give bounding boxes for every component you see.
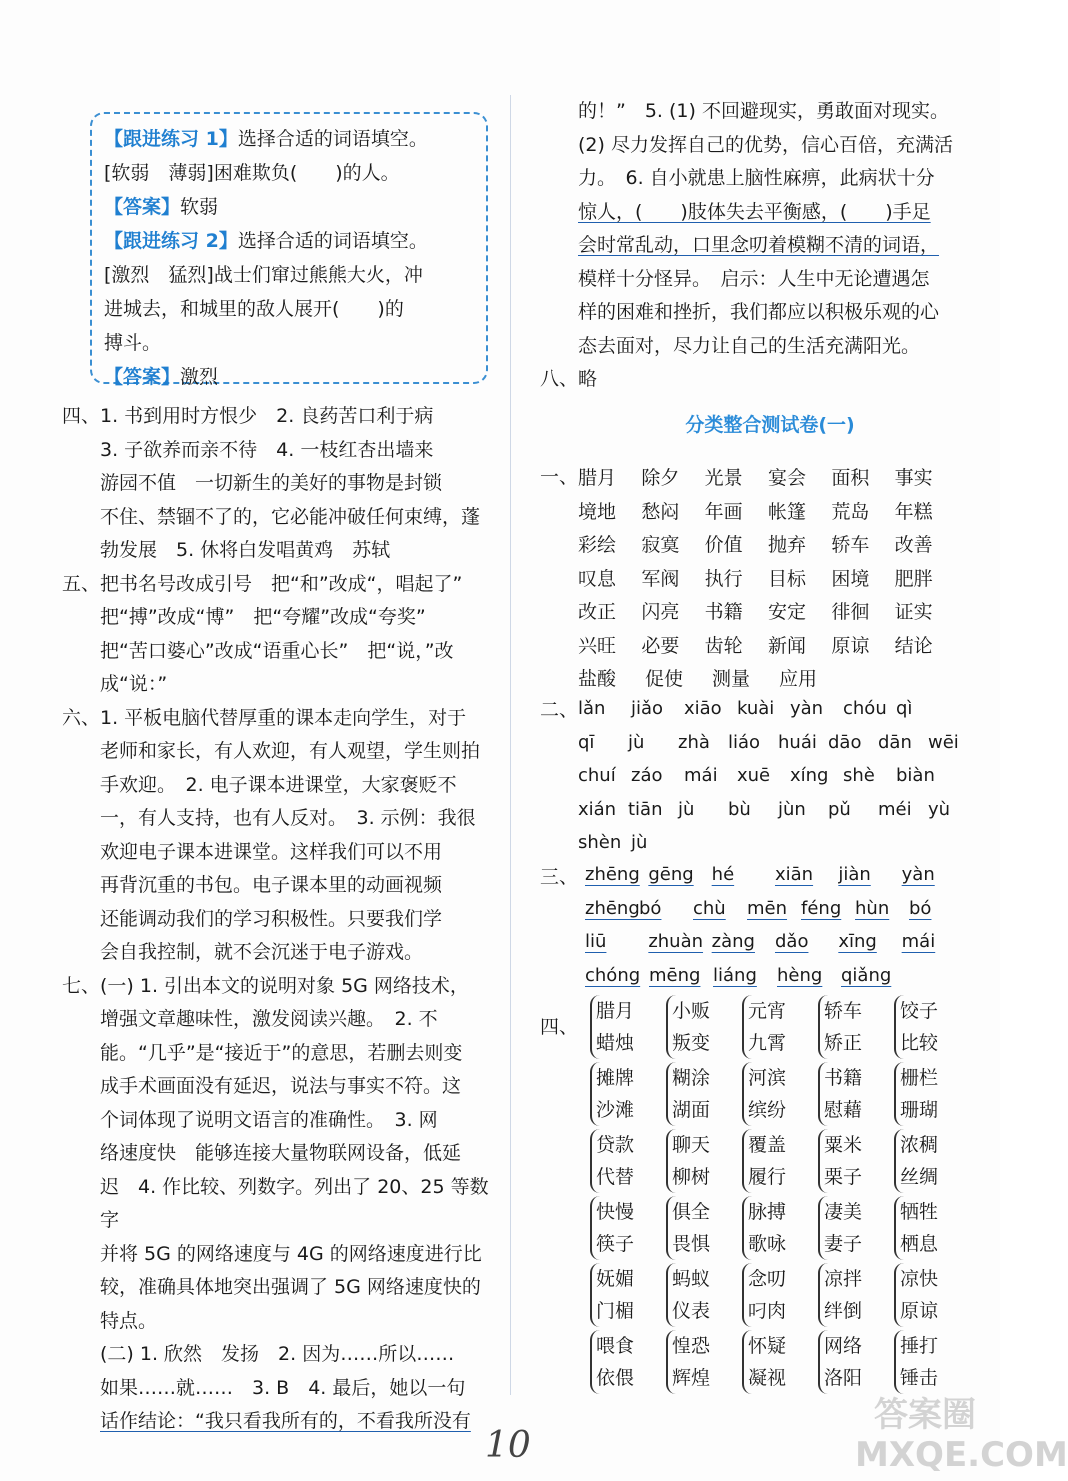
word: 栅栏 — [900, 1067, 939, 1089]
pinyin: jiǎo — [631, 698, 664, 720]
word: 光景 — [704, 467, 743, 490]
word: 贷款 — [596, 1134, 635, 1156]
word: 门楣 — [596, 1300, 635, 1322]
word: 粟米 — [824, 1134, 863, 1156]
word: 妻子 — [824, 1233, 863, 1255]
pair-row — [590, 1062, 970, 1129]
word: 困境 — [831, 567, 870, 590]
pinyin-row — [585, 959, 965, 993]
text-line: 再背沉重的书包。电子课本里的动画视频 — [100, 874, 443, 896]
word-pair — [590, 1263, 666, 1327]
practice-2-line: 搏斗。 — [104, 332, 162, 354]
pinyin: hèng — [777, 964, 823, 986]
pinyin-row — [585, 925, 965, 959]
watermark-logo: 答案圈 MXQE.COM — [855, 1395, 1068, 1475]
pinyin-row — [578, 692, 978, 726]
practice-2-line: 进城去，和城里的敌人展开( )的 — [104, 298, 404, 320]
word: 腊月 — [578, 467, 617, 490]
word-pair — [742, 1330, 818, 1394]
word: 凉快 — [900, 1268, 939, 1290]
word: 境地 — [578, 500, 617, 523]
word: 栗子 — [824, 1166, 863, 1188]
word-pair — [666, 995, 742, 1059]
word-pair — [590, 995, 666, 1059]
section-5 — [62, 568, 502, 702]
word-row — [578, 460, 958, 494]
pinyin-row — [578, 726, 978, 760]
text-line: 不住、禁锢不了的，它必能冲破任何束缚，蓬 — [100, 505, 481, 528]
word-pair — [894, 1330, 970, 1394]
answer-1-tag: 【答案】 — [104, 196, 181, 218]
pair-row — [590, 1129, 970, 1196]
practice-1-text: 选择合适的词语填空。 — [237, 128, 428, 150]
text-line: 七、(一) 1. 引出本文的说明对象 5G 网络技术， — [62, 974, 469, 997]
pinyin: hé — [711, 864, 735, 886]
word: 叛变 — [672, 1032, 711, 1054]
word-pair — [894, 1062, 970, 1126]
word-pair — [818, 995, 894, 1059]
pinyin: jù — [631, 832, 648, 854]
word: 脉搏 — [748, 1201, 787, 1223]
word: 抛弃 — [767, 534, 806, 557]
text-line: 个词体现了说明文语言的准确性。 3. 网 — [100, 1108, 438, 1131]
text-line: 惊人，( )肢体失去平衡感，( )手足 — [578, 200, 931, 223]
pinyin: zhuàn — [648, 931, 704, 953]
word: 蜡烛 — [596, 1032, 635, 1054]
word-row — [578, 527, 958, 561]
text-line: 老师和家长，有人欢迎，有人观望，学生则拍 — [100, 740, 481, 762]
word: 轿车 — [824, 1000, 863, 1022]
text-line: 成“说：” — [100, 673, 168, 695]
word-pair — [742, 1263, 818, 1327]
word: 徘徊 — [831, 601, 870, 624]
word: 锤击 — [900, 1367, 939, 1389]
pinyin: méi — [878, 798, 912, 820]
practice-box — [90, 112, 488, 388]
word-pair — [590, 1129, 666, 1193]
word: 元宵 — [748, 1000, 787, 1022]
word-pair — [742, 1129, 818, 1193]
pinyin: liáo — [728, 731, 761, 753]
word: 履行 — [748, 1166, 787, 1188]
word: 浓稠 — [900, 1134, 939, 1156]
answer-2-tag: 【答案】 — [104, 366, 181, 388]
word-row — [578, 494, 958, 528]
answer-1 — [104, 190, 474, 224]
word: 依偎 — [596, 1367, 635, 1389]
word: 辉煌 — [672, 1367, 711, 1389]
word: 执行 — [704, 567, 743, 590]
practice-1-options: [软弱 薄弱]困难欺负( )的人。 — [104, 162, 400, 184]
pinyin: zhēng — [585, 864, 640, 886]
word: 结论 — [894, 634, 933, 657]
pinyin: chù — [693, 897, 726, 919]
word: 妩媚 — [596, 1268, 635, 1290]
text-line: 增强文章趣味性，激发阅读兴趣。 2. 不 — [100, 1008, 438, 1030]
word: 原谅 — [831, 634, 870, 657]
practice-2-text: 选择合适的词语填空。 — [237, 230, 428, 252]
word: 面积 — [831, 467, 870, 490]
pinyin: xuē — [737, 765, 771, 787]
pinyin: xīng — [838, 931, 877, 953]
word: 军阀 — [641, 567, 680, 590]
answer-2-text: 激烈 — [180, 366, 219, 388]
text-line: 把“搏”改成“博” 把“夸耀”改成“夸奖” — [100, 606, 426, 628]
text-line: 并将 5G 的网络速度与 4G 的网络速度进行比 — [100, 1242, 482, 1265]
section-8: 八、略 — [540, 368, 598, 390]
text-line: 的！” 5. (1) 不回避现实，勇敢面对现实。 — [578, 100, 949, 122]
pinyin: qiǎng — [841, 964, 892, 986]
pinyin: tiān — [628, 798, 663, 820]
word: 柳树 — [672, 1166, 711, 1188]
word: 目标 — [767, 567, 806, 590]
pinyin: xíng — [790, 765, 829, 787]
word: 怀疑 — [748, 1335, 787, 1357]
pinyin: wēi — [928, 731, 959, 753]
word: 栖息 — [900, 1233, 939, 1255]
section-6 — [62, 702, 502, 970]
text-line: 游园不值 一切新生的美好的事物是封锁 — [100, 472, 443, 494]
word-pair — [666, 1196, 742, 1260]
word-grid — [578, 460, 958, 695]
pinyin: xiān — [774, 864, 814, 886]
word-pair — [818, 1129, 894, 1193]
text-line: 还能调动我们的学习积极性。只要我们学 — [100, 907, 443, 930]
pinyin-row — [578, 826, 978, 860]
pinyin-row — [585, 858, 965, 892]
pinyin-row — [585, 892, 965, 926]
word: 网络 — [824, 1335, 863, 1357]
word: 腊月 — [596, 1000, 635, 1022]
pinyin: jiàn — [838, 864, 871, 886]
word-row — [578, 661, 958, 695]
word: 荒岛 — [831, 500, 870, 523]
word-pair — [818, 1330, 894, 1394]
word: 捶打 — [900, 1335, 939, 1357]
section-3-label: 三、 — [540, 866, 579, 888]
word: 书籍 — [824, 1067, 863, 1089]
word: 畏惧 — [672, 1233, 711, 1255]
word-pair — [666, 1263, 742, 1327]
word: 俱全 — [672, 1201, 711, 1223]
text-line: (2) 尽力发挥自己的优势，信心百倍，充满活 — [578, 133, 953, 156]
text-line: 六、1. 平板电脑代替厚重的课本走向学生，对于 — [62, 706, 467, 729]
word: 必要 — [641, 634, 680, 657]
pinyin: liū — [585, 931, 607, 953]
word: 盐酸 — [578, 668, 617, 691]
pinyin: jù — [628, 731, 645, 753]
pinyin-row — [578, 759, 978, 793]
pinyin: mái — [684, 765, 718, 787]
column-divider — [510, 95, 511, 1395]
pinyin: dān — [878, 731, 912, 753]
word: 糊涂 — [672, 1067, 711, 1089]
word: 年糕 — [894, 500, 933, 523]
word: 筷子 — [596, 1233, 635, 1255]
pinyin: mēng — [649, 964, 701, 986]
pinyin: liáng — [713, 964, 757, 986]
pinyin: xián — [578, 798, 617, 820]
pinyin: pǔ — [828, 798, 851, 820]
word: 摊牌 — [596, 1067, 635, 1089]
section-7 — [62, 970, 502, 1439]
word: 蚂蚁 — [672, 1268, 711, 1290]
answer-1-text: 软弱 — [180, 196, 219, 218]
section-4 — [62, 400, 502, 568]
pinyin: zhēng — [585, 897, 640, 919]
pair-row — [590, 1263, 970, 1330]
word: 事实 — [894, 467, 933, 490]
word-row — [578, 628, 958, 662]
word: 轿车 — [831, 534, 870, 557]
word: 丝绸 — [900, 1166, 939, 1188]
word: 沙滩 — [596, 1099, 635, 1121]
page-number: 10 — [485, 1425, 531, 1466]
text-line: 手欢迎。 2. 电子课本进课堂，大家褒贬不 — [100, 773, 457, 796]
pinyin: zhà — [678, 731, 710, 753]
section-1-label: 一、 — [540, 466, 579, 488]
word: 闪亮 — [641, 601, 680, 624]
text-line: 如果……就…… 3. B 4. 最后，她以一句 — [100, 1376, 466, 1399]
text-line: 迟 4. 作比较、列数字。列出了 20、25 等数字 — [100, 1175, 489, 1231]
word: 齿轮 — [704, 634, 743, 657]
word: 歌咏 — [748, 1233, 787, 1255]
word-pair — [666, 1062, 742, 1126]
word: 凉拌 — [824, 1268, 863, 1290]
pinyin-row — [578, 793, 978, 827]
word-pairs-grid — [590, 995, 970, 1397]
word: 喂食 — [596, 1335, 635, 1357]
word: 改正 — [578, 601, 617, 624]
word: 河滨 — [748, 1067, 787, 1089]
word: 叼肉 — [748, 1300, 787, 1322]
pinyin: lǎn — [578, 698, 606, 720]
practice-1 — [104, 122, 474, 156]
left-column — [62, 400, 502, 1439]
practice-2-line: [激烈 猛烈]战士们窜过熊熊大火，冲 — [104, 264, 423, 286]
text-line: 勃发展 5. 休将白发唱黄鸡 苏轼 — [100, 539, 391, 561]
word-pair — [894, 995, 970, 1059]
pinyin: chóng — [585, 964, 641, 986]
pinyin: chóu — [843, 698, 887, 720]
word: 应用 — [779, 668, 818, 691]
word: 兴旺 — [578, 634, 617, 657]
pinyin: bó — [639, 897, 662, 919]
word: 湖面 — [672, 1099, 711, 1121]
section-2-label: 二、 — [540, 699, 579, 721]
pinyin: bó — [909, 897, 932, 919]
word-pair — [818, 1263, 894, 1327]
text-line: 成手术画面没有延迟，说法与事实不符。这 — [100, 1075, 462, 1097]
pinyin: jùn — [778, 798, 806, 820]
pinyin: mēn — [747, 897, 788, 919]
word: 珊瑚 — [900, 1099, 939, 1121]
practice-1-tag: 【跟进练习 1】 — [104, 128, 238, 150]
text-line: 样的困难和挫折，我们都应以积极乐观的心 — [578, 301, 940, 323]
pinyin: hùn — [855, 897, 890, 919]
text-line: 络速度快 能够连接大量物联网设备，低延 — [100, 1142, 462, 1164]
right-column — [540, 95, 978, 397]
word: 聊天 — [672, 1134, 711, 1156]
word-row — [578, 561, 958, 595]
word: 彩绘 — [578, 534, 617, 557]
word: 惶恐 — [672, 1335, 711, 1357]
word: 新闻 — [767, 634, 806, 657]
word: 价值 — [704, 534, 743, 557]
word: 叹息 — [578, 567, 617, 590]
word-row — [578, 594, 958, 628]
word: 慰藉 — [824, 1099, 863, 1121]
word: 改善 — [894, 534, 933, 557]
word: 九霄 — [748, 1032, 787, 1054]
pair-row — [590, 1330, 970, 1397]
pinyin: shè — [843, 765, 875, 787]
text-line: 欢迎电子课本进课堂。这样我们可以不用 — [100, 840, 443, 863]
word-pair — [666, 1330, 742, 1394]
word: 帐篷 — [767, 500, 806, 523]
pinyin: féng — [801, 897, 842, 919]
word-pair — [742, 1062, 818, 1126]
word: 书籍 — [704, 601, 743, 624]
practice-2 — [104, 224, 474, 258]
word: 代替 — [596, 1166, 635, 1188]
pinyin: huái — [778, 731, 817, 753]
word-pair — [666, 1129, 742, 1193]
text-line: 力。 6. 自小就患上脑性麻痹，此病状十分 — [578, 167, 935, 189]
word: 证实 — [894, 601, 933, 624]
word: 测量 — [712, 668, 751, 691]
word: 缤纷 — [748, 1099, 787, 1121]
word: 矫正 — [824, 1032, 863, 1054]
word: 愁闷 — [641, 500, 680, 523]
word: 年画 — [704, 500, 743, 523]
text-line: 较，准确具体地突出强调了 5G 网络速度快的 — [100, 1276, 481, 1298]
word-pair — [742, 995, 818, 1059]
text-line: 把“苦口婆心”改成“语重心长” 把“说，”改 — [100, 639, 454, 662]
word: 洛阳 — [824, 1367, 863, 1389]
word: 凄美 — [824, 1201, 863, 1223]
pinyin: yù — [928, 798, 951, 820]
text-line: 会自我控制，就不会沉迷于电子游戏。 — [100, 941, 424, 963]
word-pair — [894, 1196, 970, 1260]
section-4-label: 四、 — [540, 1016, 579, 1038]
text-line: 特点。 — [100, 1309, 158, 1332]
text-line: 模样十分怪异。 启示：人生中无论遭遇怎 — [578, 267, 930, 290]
text-line: 五、把书名号改成引号 把“和”改成“，唱起了” — [62, 572, 463, 595]
pinyin: qì — [896, 698, 913, 720]
pinyin: bù — [728, 798, 751, 820]
pinyin-grid — [578, 692, 978, 860]
pinyin: qī — [578, 731, 595, 753]
pinyin: jù — [678, 798, 695, 820]
word: 牺牲 — [900, 1201, 939, 1223]
pinyin: mái — [901, 931, 936, 953]
word: 宴会 — [767, 467, 806, 490]
word: 仪表 — [672, 1300, 711, 1322]
word: 凝视 — [748, 1367, 787, 1389]
word-pair — [590, 1330, 666, 1394]
word: 快慢 — [596, 1201, 635, 1223]
text-line: (二) 1. 欣然 发扬 2. 因为……所以…… — [100, 1343, 455, 1365]
word: 覆盖 — [748, 1134, 787, 1156]
word: 小贩 — [672, 1000, 711, 1022]
text-line: 能。“几乎”是“接近于”的意思，若删去则变 — [100, 1041, 463, 1064]
text-line: 四、1. 书到用时方恨少 2. 良药苦口利于病 — [62, 405, 434, 427]
pinyin: chuí — [578, 765, 616, 787]
answer-2 — [104, 360, 474, 394]
pair-row — [590, 1196, 970, 1263]
practice-2-tag: 【跟进练习 2】 — [104, 230, 238, 252]
pinyin: kuài — [737, 698, 775, 720]
word: 比较 — [900, 1032, 939, 1054]
word: 寂寞 — [641, 534, 680, 557]
word: 除夕 — [641, 467, 680, 490]
pinyin: zàng — [711, 931, 755, 953]
word: 念叨 — [748, 1268, 787, 1290]
word-pair — [894, 1263, 970, 1327]
test-title: 分类整合测试卷(一) — [685, 414, 855, 436]
pinyin: záo — [631, 765, 663, 787]
pinyin: dǎo — [774, 931, 809, 953]
pinyin-underlined-grid — [585, 858, 965, 992]
pinyin: gēng — [648, 864, 694, 886]
pinyin: xiāo — [684, 698, 722, 720]
word-pair — [742, 1196, 818, 1260]
pinyin: yàn — [901, 864, 935, 886]
text-line: 态去面对，尽力让自己的生活充满阳光。 — [578, 334, 921, 357]
word: 肥胖 — [894, 567, 933, 590]
text-line: 话作结论：“我只看我所有的，不看我所没有 — [100, 1410, 471, 1432]
pinyin: biàn — [896, 765, 935, 787]
word-pair — [818, 1196, 894, 1260]
pair-row — [590, 995, 970, 1062]
word-pair — [590, 1196, 666, 1260]
word-pair — [590, 1062, 666, 1126]
word: 绊倒 — [824, 1300, 863, 1322]
word: 安定 — [767, 601, 806, 624]
word-pair — [818, 1062, 894, 1126]
pinyin: yàn — [790, 698, 824, 720]
word: 促使 — [645, 668, 684, 691]
pinyin: dāo — [828, 731, 862, 753]
word: 原谅 — [900, 1300, 939, 1322]
word: 饺子 — [900, 1000, 939, 1022]
text-line: 一，有人支持，也有人反对。 3. 示例：我很 — [100, 807, 476, 829]
text-line: 3. 子欲养而亲不待 4. 一枝红杏出墙来 — [100, 438, 434, 461]
text-line: 会时常乱动，口里念叨着模糊不清的词语， — [578, 234, 940, 256]
pinyin: shèn — [578, 832, 622, 854]
word-pair — [894, 1129, 970, 1193]
